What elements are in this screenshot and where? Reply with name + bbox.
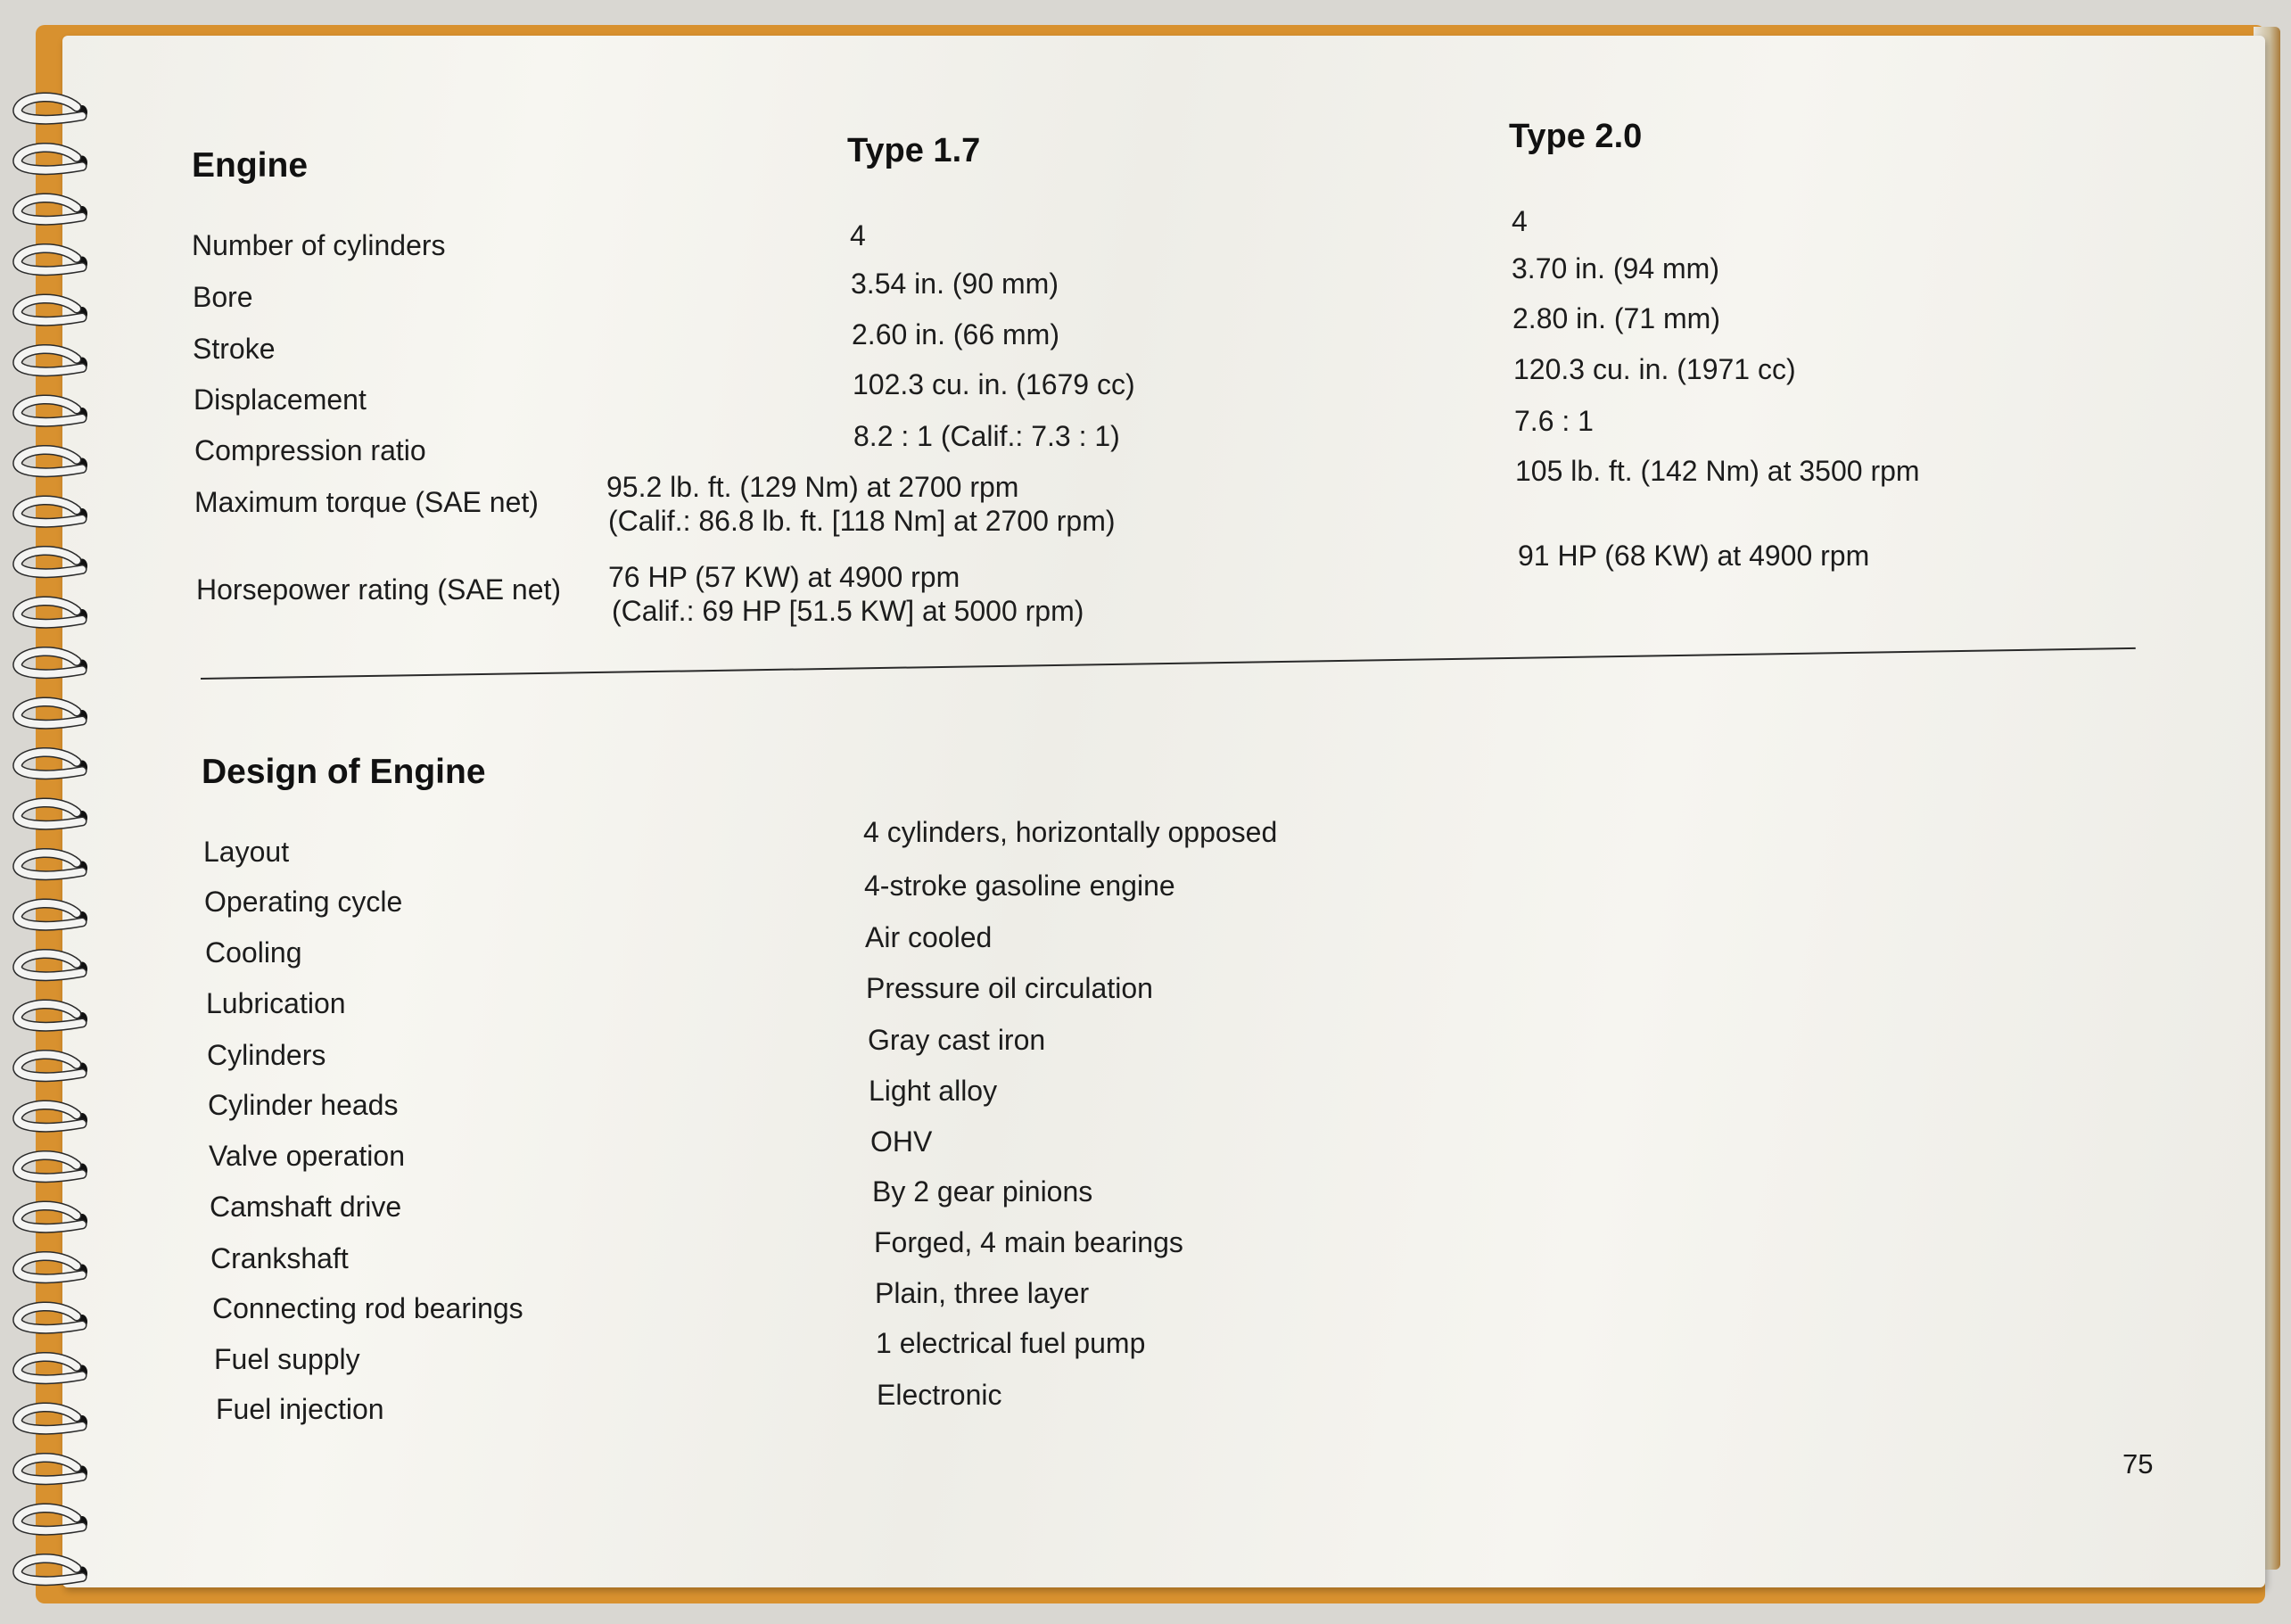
spec-value-type-a-torque-calif: (Calif.: 86.8 lb. ft. [118 Nm] at 2700 rpm) — [608, 505, 1116, 537]
design-value-cylinders: Gray cast iron — [868, 1024, 1046, 1056]
design-value-layout: 4 cylinders, horizontally opposed — [863, 816, 1278, 848]
spec-label-displacement: Displacement — [194, 383, 367, 416]
design-label-cylinder-heads: Cylinder heads — [208, 1089, 399, 1121]
spec-value-type-b-bore: 3.70 in. (94 mm) — [1512, 252, 1719, 284]
spec-value-type-a-horsepower-calif: (Calif.: 69 HP [51.5 KW] at 5000 rpm) — [612, 595, 1084, 627]
spec-label-bore: Bore — [193, 281, 253, 313]
spec-value-type-a-compression: 8.2 : 1 (Calif.: 7.3 : 1) — [853, 420, 1120, 452]
type-2-0-heading: Type 2.0 — [1509, 118, 1643, 155]
design-value-cylinder-heads: Light alloy — [869, 1075, 998, 1107]
spec-value-type-a-stroke: 2.60 in. (66 mm) — [852, 318, 1059, 350]
spec-value-type-b-cylinders: 4 — [1512, 205, 1528, 237]
design-heading: Design of Engine — [202, 753, 486, 791]
spec-label-torque: Maximum torque (SAE net) — [194, 486, 539, 518]
spec-label-compression: Compression ratio — [194, 434, 426, 466]
spec-value-type-b-torque: 105 lb. ft. (142 Nm) at 3500 rpm — [1515, 455, 1920, 487]
design-label-cylinders: Cylinders — [207, 1039, 326, 1071]
page-number: 75 — [2122, 1448, 2154, 1480]
spec-label-horsepower: Horsepower rating (SAE net) — [196, 573, 562, 606]
spec-value-type-a-horsepower: 76 HP (57 KW) at 4900 rpm — [608, 561, 960, 593]
spec-label-cylinders: Number of cylinders — [192, 229, 446, 261]
design-label-cooling: Cooling — [205, 936, 302, 969]
design-label-connecting-rod-bearings: Connecting rod bearings — [212, 1292, 523, 1324]
design-label-operating-cycle: Operating cycle — [204, 886, 403, 918]
design-value-operating-cycle: 4-stroke gasoline engine — [864, 870, 1175, 902]
spec-value-type-a-cylinders: 4 — [850, 219, 866, 251]
engine-heading: Engine — [192, 146, 309, 185]
spec-value-type-b-horsepower: 91 HP (68 KW) at 4900 rpm — [1518, 540, 1870, 572]
design-value-connecting-rod-bearings: Plain, three layer — [875, 1277, 1090, 1309]
design-value-camshaft-drive: By 2 gear pinions — [872, 1175, 1093, 1208]
design-label-crankshaft: Crankshaft — [210, 1242, 349, 1274]
design-label-layout: Layout — [203, 836, 290, 868]
design-value-fuel-injection: Electronic — [877, 1379, 1002, 1411]
spec-value-type-b-stroke: 2.80 in. (71 mm) — [1512, 302, 1720, 334]
manual-page — [62, 36, 2265, 1587]
type-1-7-heading: Type 1.7 — [847, 132, 981, 169]
spec-label-stroke: Stroke — [193, 333, 276, 365]
design-label-fuel-injection: Fuel injection — [216, 1393, 384, 1425]
spiral-binding — [7, 89, 87, 1587]
design-value-cooling: Air cooled — [865, 921, 993, 953]
spec-value-type-a-torque: 95.2 lb. ft. (129 Nm) at 2700 rpm — [606, 471, 1019, 503]
spec-value-type-a-displacement: 102.3 cu. in. (1679 cc) — [853, 368, 1135, 400]
spec-value-type-b-displacement: 120.3 cu. in. (1971 cc) — [1513, 353, 1796, 385]
design-label-valve-operation: Valve operation — [209, 1140, 405, 1172]
spec-value-type-b-compression: 7.6 : 1 — [1514, 405, 1594, 437]
design-value-valve-operation: OHV — [870, 1125, 933, 1158]
design-label-lubrication: Lubrication — [206, 987, 346, 1019]
design-value-lubrication: Pressure oil circulation — [866, 972, 1153, 1004]
design-label-camshaft-drive: Camshaft drive — [210, 1191, 402, 1223]
spec-value-type-a-bore: 3.54 in. (90 mm) — [851, 268, 1059, 300]
design-label-fuel-supply: Fuel supply — [214, 1343, 360, 1375]
design-value-fuel-supply: 1 electrical fuel pump — [876, 1327, 1146, 1359]
design-value-crankshaft: Forged, 4 main bearings — [874, 1226, 1183, 1258]
